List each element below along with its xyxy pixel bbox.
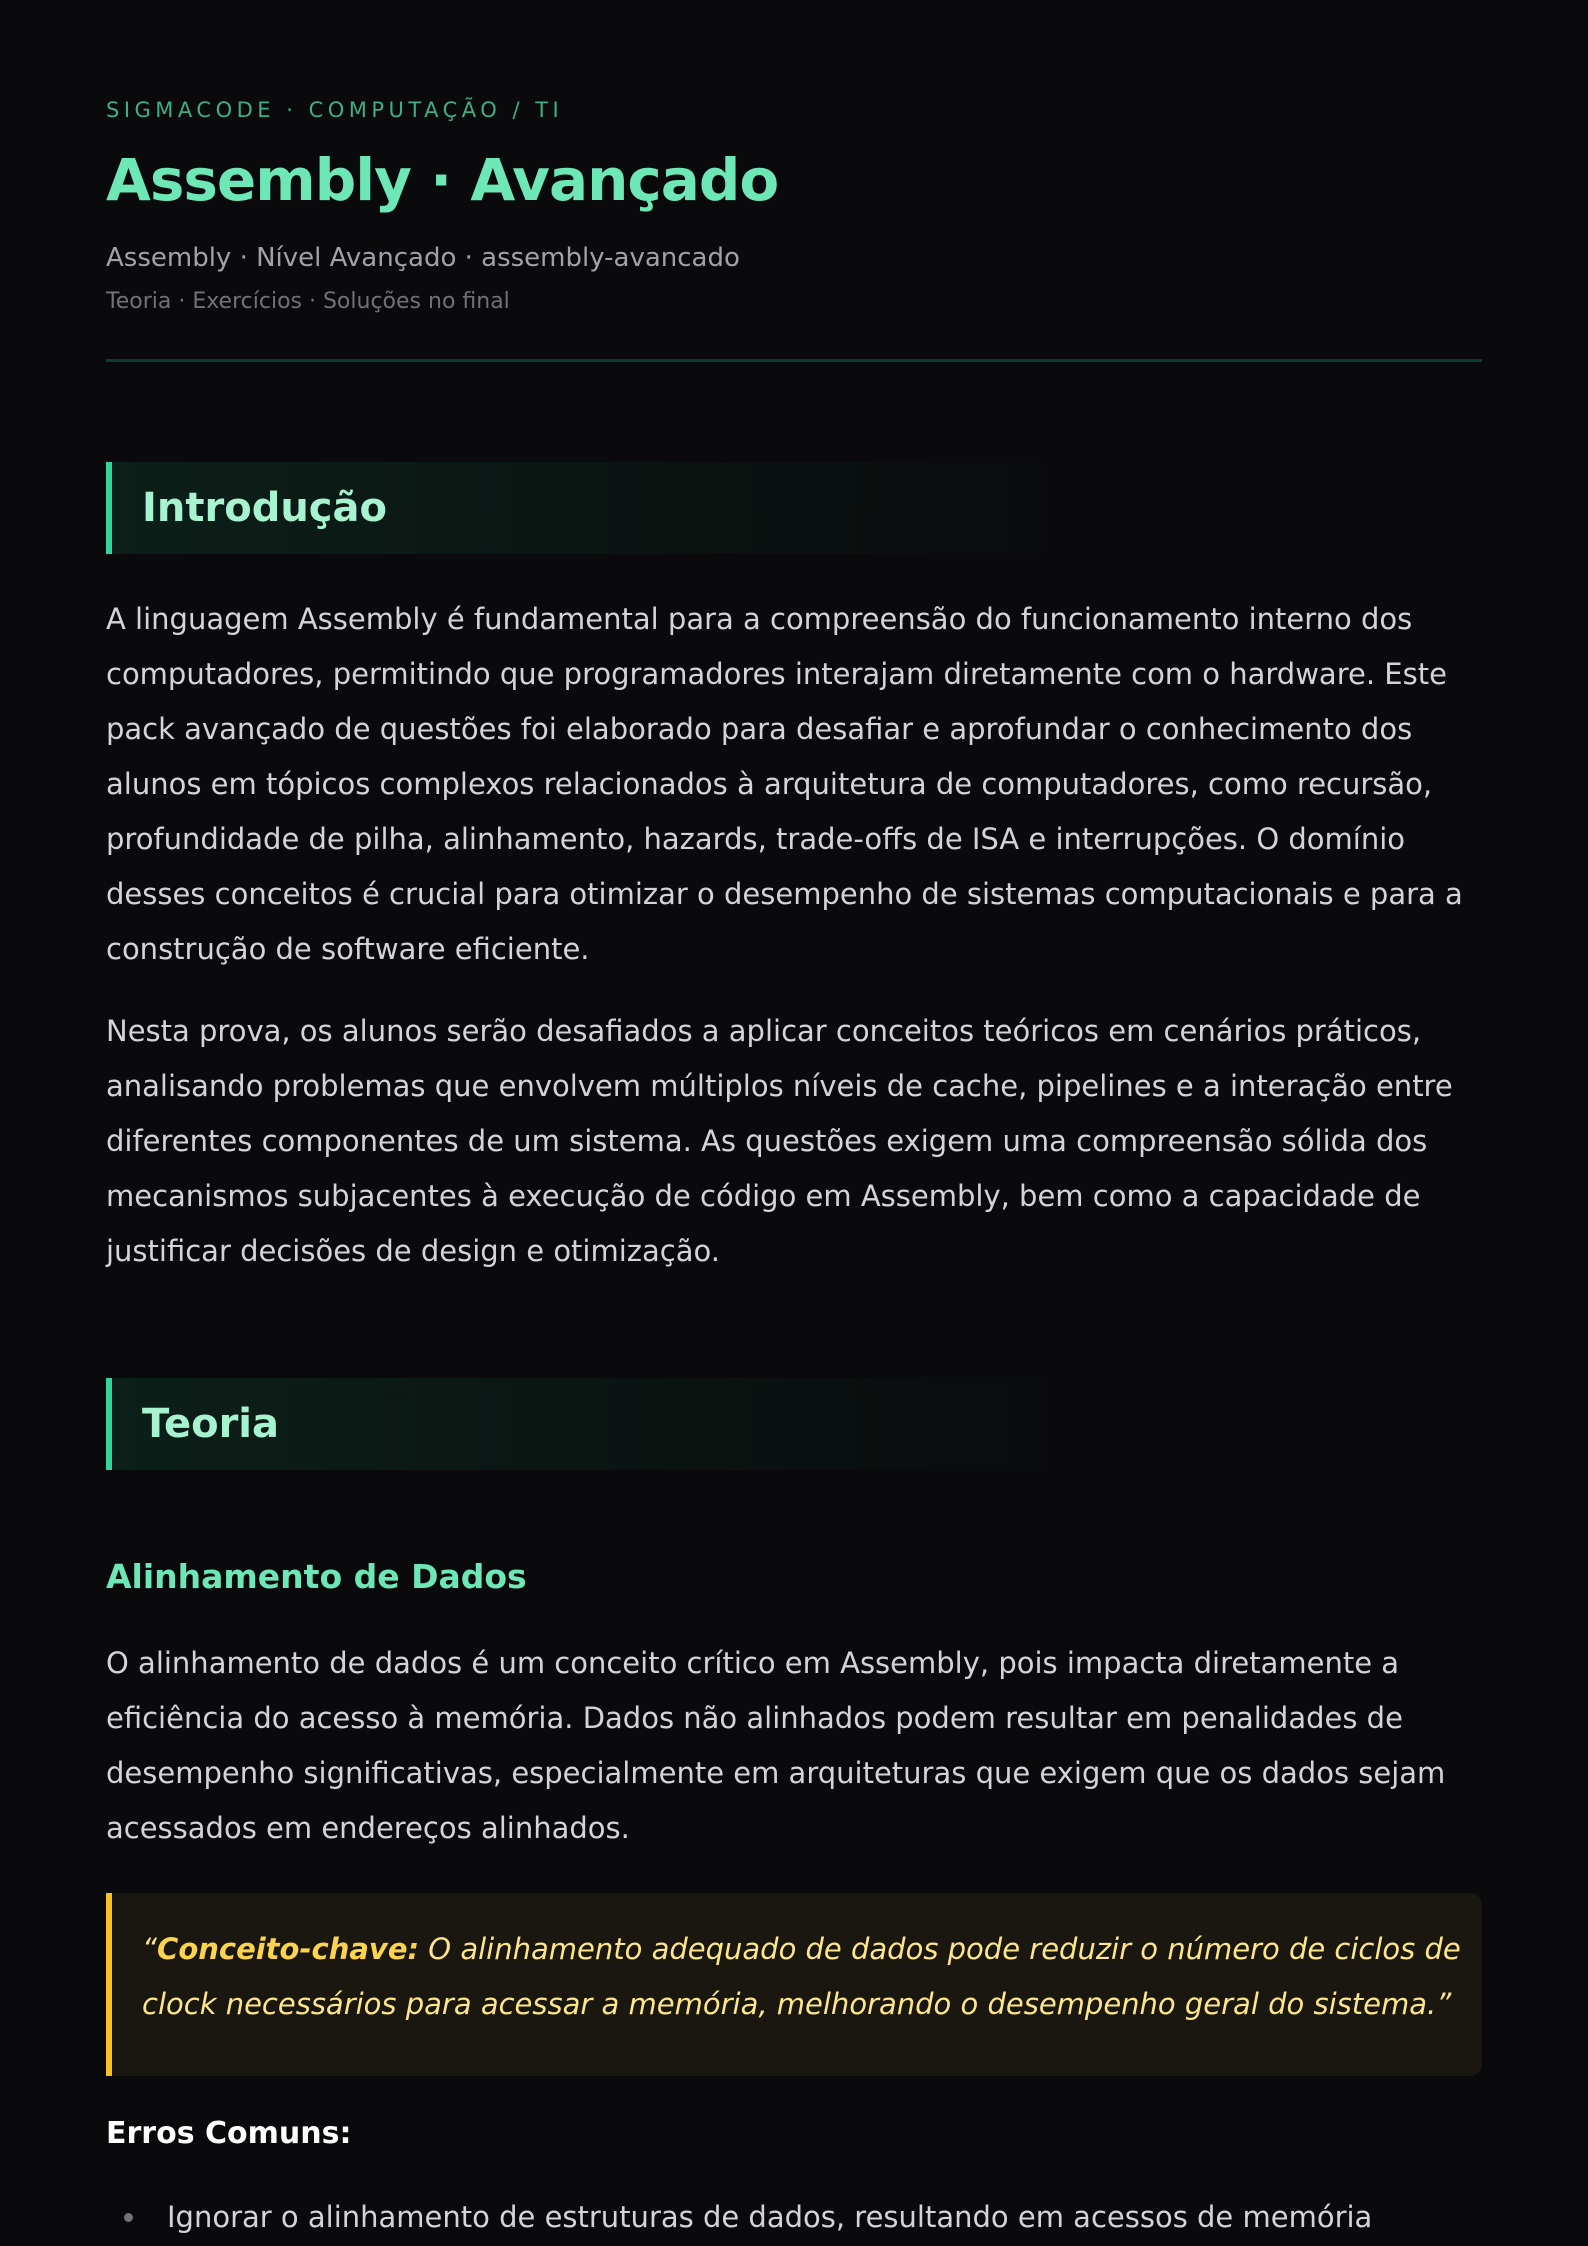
theory-paragraph: O alinhamento de dados é um conceito crítico em Assembly, pois impacta diretamente a eficiência do acesso à memória. Dados não alinhados podem resultar em penalidades de desempenho significativas, especialmente em arquiteturas que exigem que os dados sejam acessados em endereços alinhados. [106, 1646, 1446, 1845]
page-subtitle: Assembly · Nível Avançado · assembly-avancado [106, 243, 740, 273]
callout-text [142, 1922, 1462, 2032]
key-concept-callout [106, 1893, 1482, 2076]
common-errors-heading: Erros Comuns: [106, 2116, 352, 2151]
callout-close-quote: ” [1436, 1987, 1452, 2021]
section-heading-introducao [106, 462, 1482, 554]
subsection-title: Alinhamento de Dados [106, 1557, 527, 1596]
list-item [106, 2190, 1482, 2245]
page-tagline: Teoria · Exercícios · Soluções no final [106, 289, 510, 314]
section-title: Introdução [142, 485, 387, 531]
callout-label: Conceito-chave: [157, 1932, 420, 1966]
callout-open-quote: “ [142, 1932, 158, 1966]
bullet-icon [124, 2213, 133, 2222]
section-title: Teoria [142, 1401, 280, 1447]
list-item-text: Ignorar o alinhamento de estruturas de dados, resultando em acessos de memória [167, 2200, 1373, 2234]
callout-body: O alinhamento adequado de dados pode reduzir o número de ciclos de clock necessários para acessar a memória, melhorando o desempenho geral do sistema. [142, 1932, 1461, 2021]
common-errors-list [106, 2190, 1482, 2245]
intro-paragraph-1: A linguagem Assembly é fundamental para a compreensão do funcionamento interno dos computadores, permitindo que programadores interajam diretamente com o hardware. Este pack avançado de questões foi elaborado para desafiar e aprofundar o conhecimento dos alunos em tópicos complexos relacionados à arquitetura de computadores, como recursão, profundidade de pilha, alinhamento, hazards, trade-offs de ISA e interrupções. O domínio desses conceitos é crucial para otimizar o desempenho de sistemas computacionais e para a construção de software eficiente. [106, 602, 1463, 966]
page-title: Assembly · Avançado [106, 146, 779, 214]
header-divider [106, 359, 1482, 362]
breadcrumb: SIGMACODE · COMPUTAÇÃO / TI [106, 98, 564, 122]
section-heading-teoria [106, 1378, 1482, 1470]
intro-paragraph-2: Nesta prova, os alunos serão desafiados a aplicar conceitos teóricos em cenários práticos, analisando problemas que envolvem múltiplos níveis de cache, pipelines e a interação entre diferentes componentes de um sistema. As questões exigem uma compreensão sólida dos mecanismos subjacentes à execução de código em Assembly, bem como a capacidade de justificar decisões de design e otimização. [106, 1014, 1453, 1268]
